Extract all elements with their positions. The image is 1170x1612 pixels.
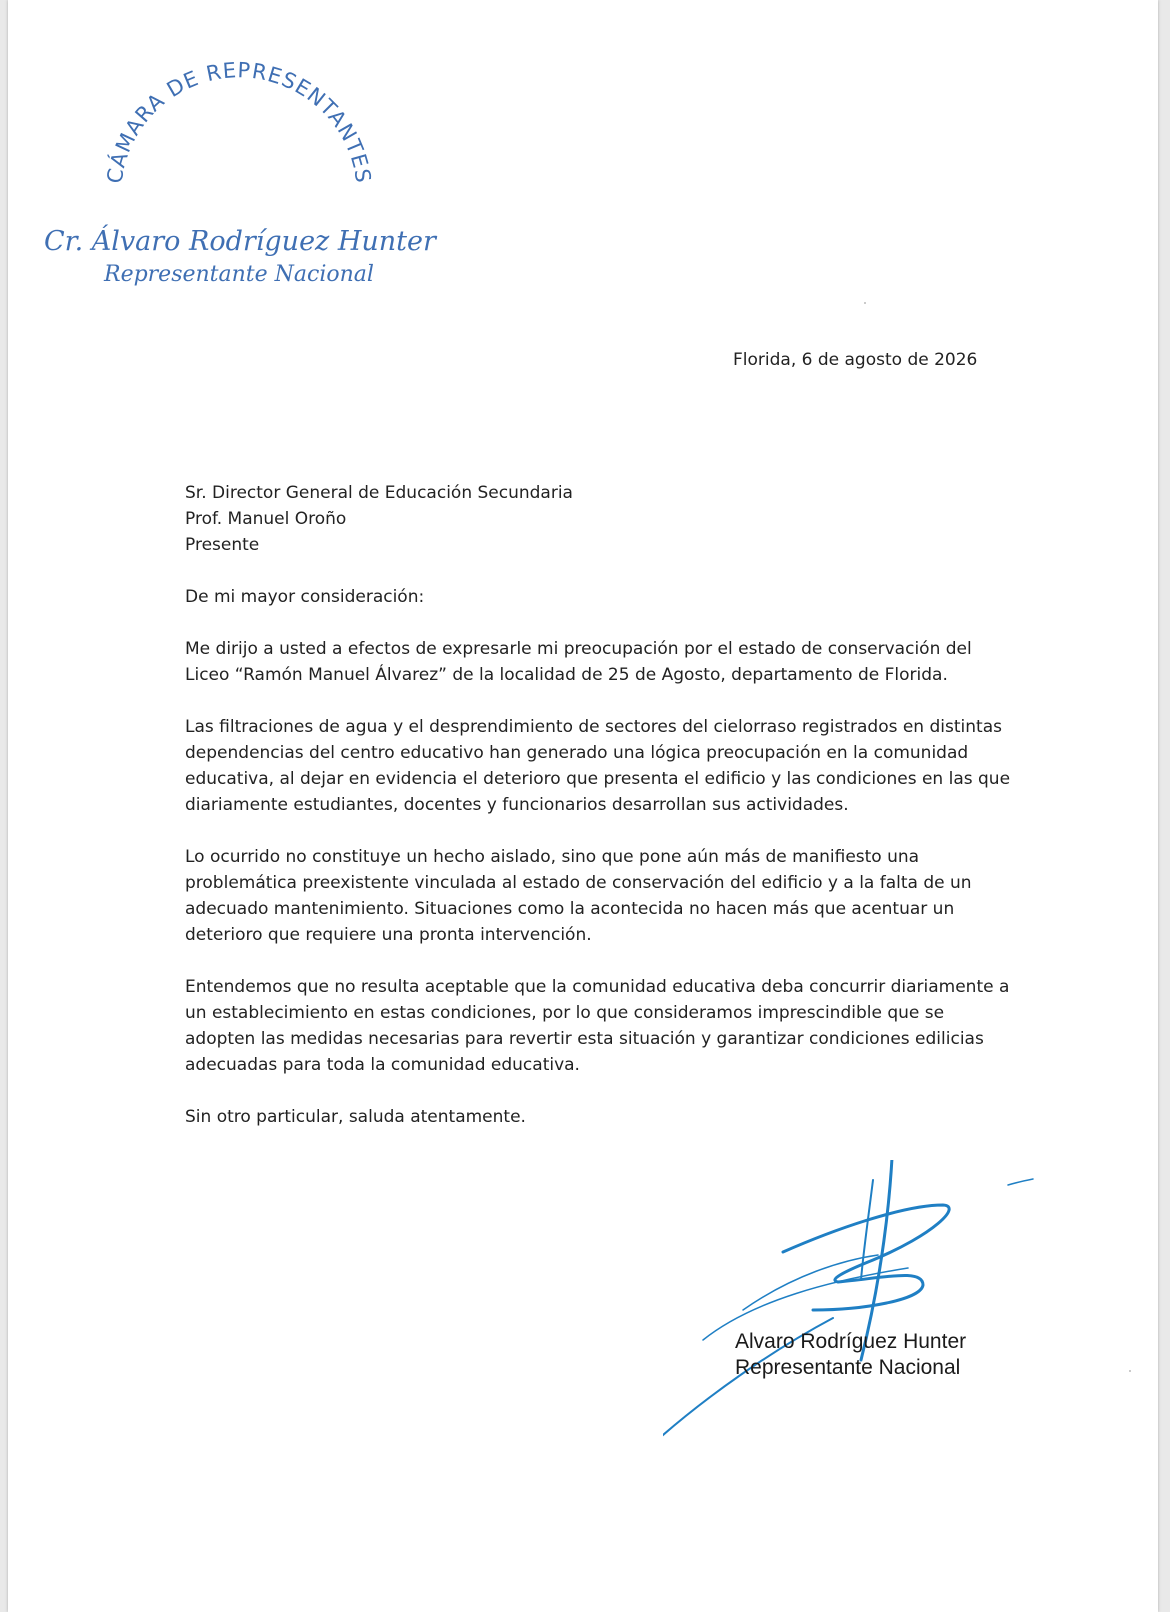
recipient-block (185, 480, 1015, 558)
recipient-presente: Presente (185, 535, 260, 555)
scan-speck (1129, 1370, 1131, 1372)
signer-name: Alvaro Rodríguez Hunter (735, 1330, 967, 1353)
closing: Sin otro particular, saluda atentamente. (185, 1107, 526, 1127)
letterhead-name: Cr. Álvaro Rodríguez Hunter (44, 226, 436, 257)
salutation: De mi mayor consideración: (185, 587, 425, 607)
recipient-name: Prof. Manuel Oroño (185, 509, 347, 529)
scan-speck (864, 302, 866, 304)
letterhead-role: Representante Nacional (104, 262, 374, 287)
recipient-title: Sr. Director General de Educación Secundaria (185, 483, 573, 503)
handwritten-signature (663, 1160, 1063, 1450)
paragraph-2: Las filtraciones de agua y el desprendimiento de sectores del cielorraso registrados en distintas dependencias del centro educativo han generado una lógica preocupación en la comunidad educativa, al dejar en evidencia el deterioro que presenta el edificio y las condiciones en las que diariamente estudiantes, docentes y funcionarios desarrollan sus actividades. (185, 717, 1011, 815)
seal-text: CÁMARA DE REPRESENTANTES (102, 58, 376, 186)
paragraph-3: Lo ocurrido no constituye un hecho aislado, sino que pone aún más de manifiesto una problemática preexistente vinculada al estado de conservación del edificio y a la falta de un adecuado mantenimiento. Situaciones como la acontecida no hacen más que acentuar un deterioro que requiere una pronta intervención. (185, 847, 972, 945)
paragraph-4: Entendemos que no resulta aceptable que la comunidad educativa deba concurrir diariamente a un establecimiento en estas condiciones, por lo que consideramos imprescindible que se adopten las medidas necesarias para revertir esta situación y garantizar condiciones edilicias adecuadas para toda la comunidad educativa. (185, 977, 1010, 1075)
seal-arc-text (94, 52, 384, 202)
signer-role: Representante Nacional (735, 1356, 961, 1379)
letter-page (8, 0, 1158, 1612)
letter-date: Florida, 6 de agosto de 2026 (733, 350, 978, 370)
letter-body (185, 480, 1015, 1156)
paragraph-1: Me dirijo a usted a efectos de expresarle mi preocupación por el estado de conservación del Liceo “Ramón Manuel Álvarez” de la localidad de 25 de Agosto, departamento de Florida. (185, 639, 972, 685)
